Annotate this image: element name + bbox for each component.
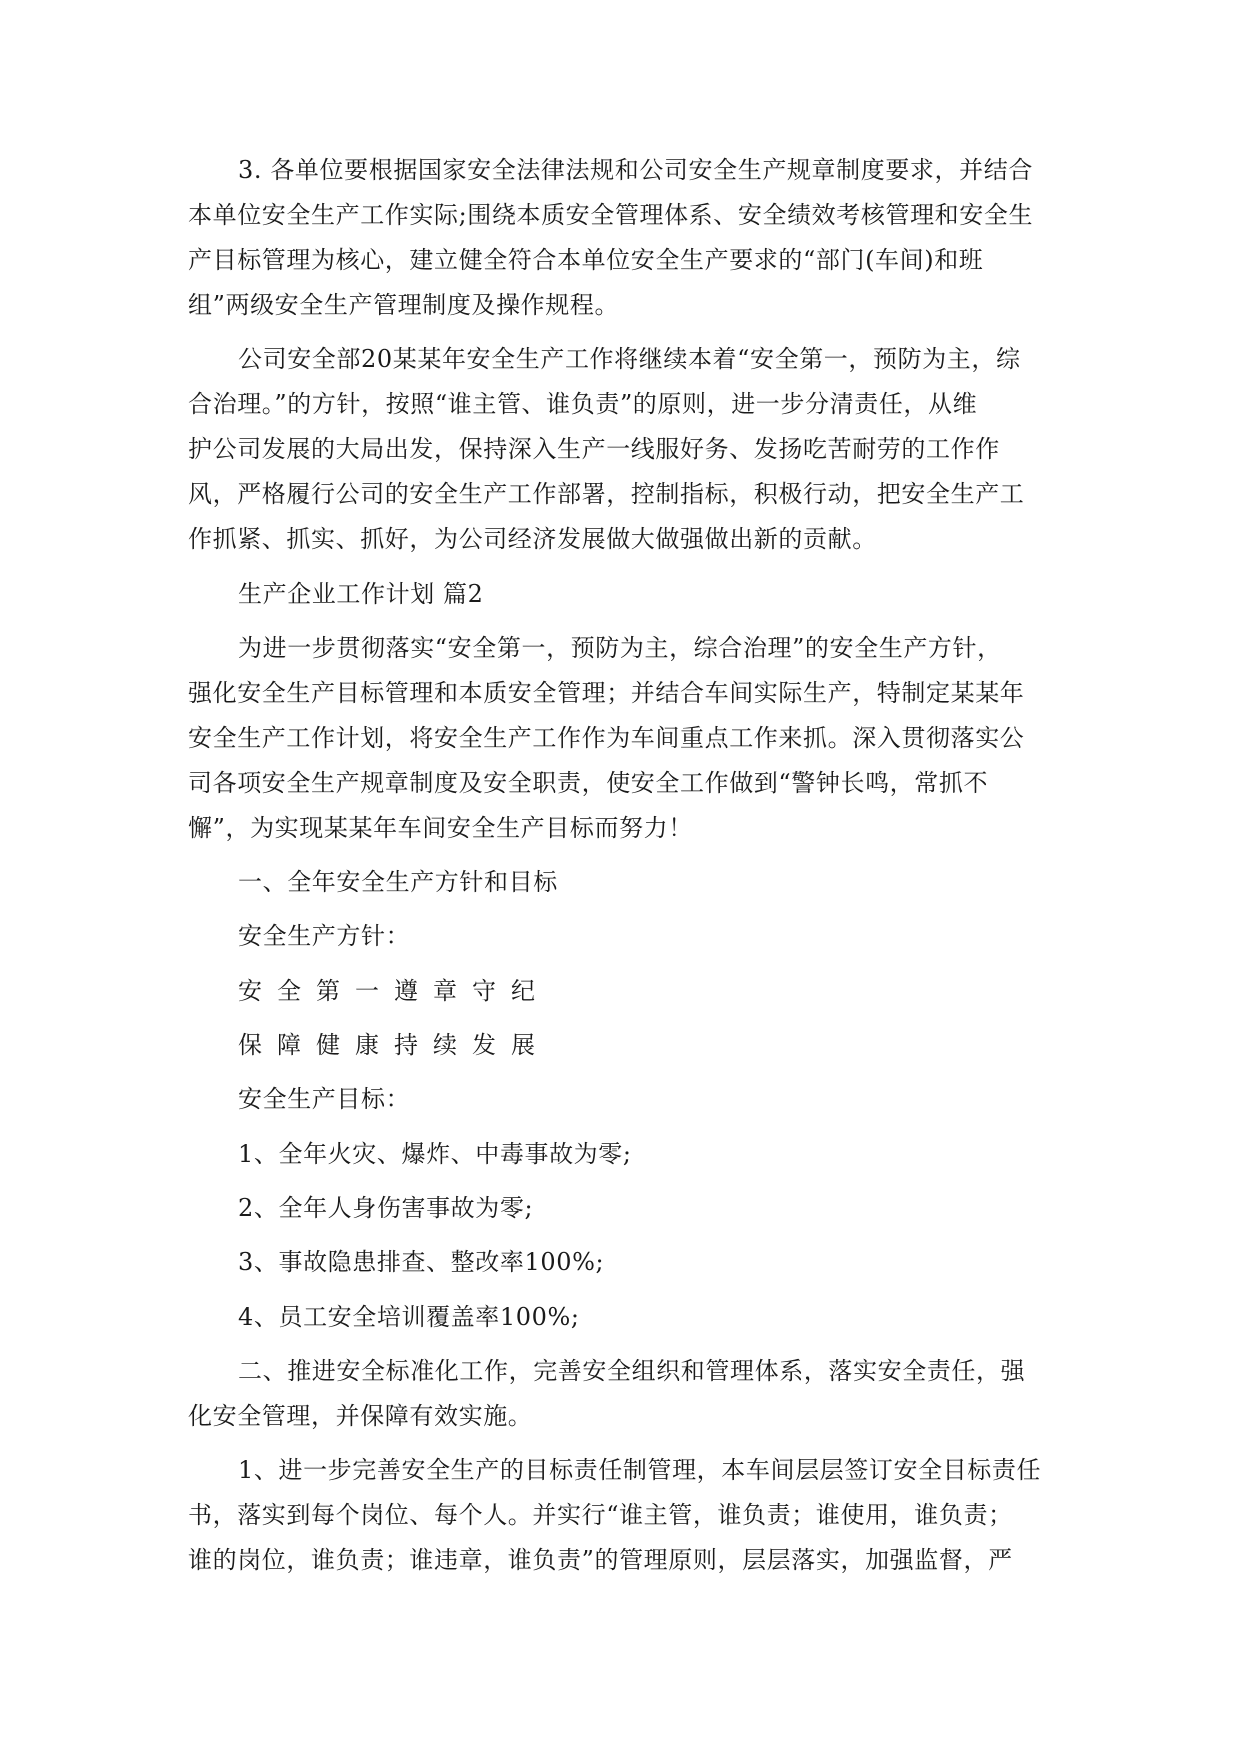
text-line: 护公司发展的大局出发，保持深入生产一线服好务、发扬吃苦耐劳的工作作 xyxy=(188,435,1000,464)
text-line: 懈”，为实现某某年车间安全生产目标而努力！ xyxy=(188,813,693,842)
text-line: 为进一步贯彻落实“安全第一，预防为主，综合治理”的安全生产方针， xyxy=(238,633,1002,662)
text-line: 书，落实到每个岗位、每个人。并实行“谁主管，谁负责；谁使用，谁负责； xyxy=(188,1501,1013,1530)
text-line: 二、推进安全标准化工作，完善安全组织和管理体系，落实安全责任，强 xyxy=(238,1356,1026,1385)
paragraph-safety-department xyxy=(188,337,1058,562)
text-line: 1、进一步完善安全生产的目标责任制管理，本车间层层签订安全目标责任 xyxy=(238,1456,1042,1485)
list-item: 2、全年人身伤害事故为零; xyxy=(238,1193,534,1222)
paragraph-responsibility-system xyxy=(188,1448,1058,1583)
text-line: 作抓紧、抓实、抓好，为公司经济发展做大做强做出新的贡献。 xyxy=(188,525,877,554)
text-line: 化安全管理，并保障有效实施。 xyxy=(188,1401,533,1430)
label-safety-goals: 安全生产目标： xyxy=(238,1085,411,1114)
text-line: 风，严格履行公司的安全生产工作部署，控制指标，积极行动，把安全生产工 xyxy=(188,480,1025,509)
text-line: 本单位安全生产工作实际;围绕本质安全管理体系、安全绩效考核管理和安全生 xyxy=(188,201,1034,229)
motto-line: 安全第一遵章守纪 xyxy=(238,976,550,1005)
document-page xyxy=(188,148,1058,1583)
list-item: 4、员工安全培训覆盖率100%; xyxy=(238,1302,580,1331)
text-line: 司各项安全生产规章制度及安全职责，使安全工作做到“警钟长鸣，常抓不 xyxy=(188,768,989,797)
text-line: 公司安全部20某某年安全生产工作将继续本着“安全第一，预防为主，综 xyxy=(238,345,1021,374)
list-item: 3、事故隐患排查、整改率100%; xyxy=(238,1248,605,1277)
text-line: 合治理。”的方针，按照“谁主管、谁负责”的原则，进一步分清责任，从维 xyxy=(188,390,978,419)
text-line: 安全生产工作计划，将安全生产工作作为车间重点工作来抓。深入贯彻落实公 xyxy=(188,723,1025,752)
text-line: 产目标管理为核心，建立健全符合本单位安全生产要求的“部门(车间)和班 xyxy=(188,246,984,274)
label-safety-policy: 安全生产方针： xyxy=(238,922,411,951)
motto-line: 保障健康持续发展 xyxy=(238,1031,550,1060)
section-heading-plan-2: 生产企业工作计划 篇2 xyxy=(238,579,484,608)
list-item: 1、全年火灾、爆炸、中毒事故为零; xyxy=(238,1139,632,1168)
text-line: 强化安全生产目标管理和本质安全管理；并结合车间实际生产，特制定某某年 xyxy=(188,678,1025,707)
text-line: 谁的岗位，谁负责；谁违章，谁负责”的管理原则，层层落实，加强监督，严 xyxy=(188,1546,1013,1575)
text-line: 3. 各单位要根据国家安全法律法规和公司安全生产规章制度要求，并结合 xyxy=(238,156,1033,184)
paragraph-implementation xyxy=(188,626,1058,851)
heading-annual-policy: 一、全年安全生产方针和目标 xyxy=(238,868,558,897)
text-line: 组”两级安全生产管理制度及操作规程。 xyxy=(188,291,620,319)
paragraph-standardization xyxy=(188,1349,1058,1439)
paragraph-unit-requirements xyxy=(188,148,1058,328)
